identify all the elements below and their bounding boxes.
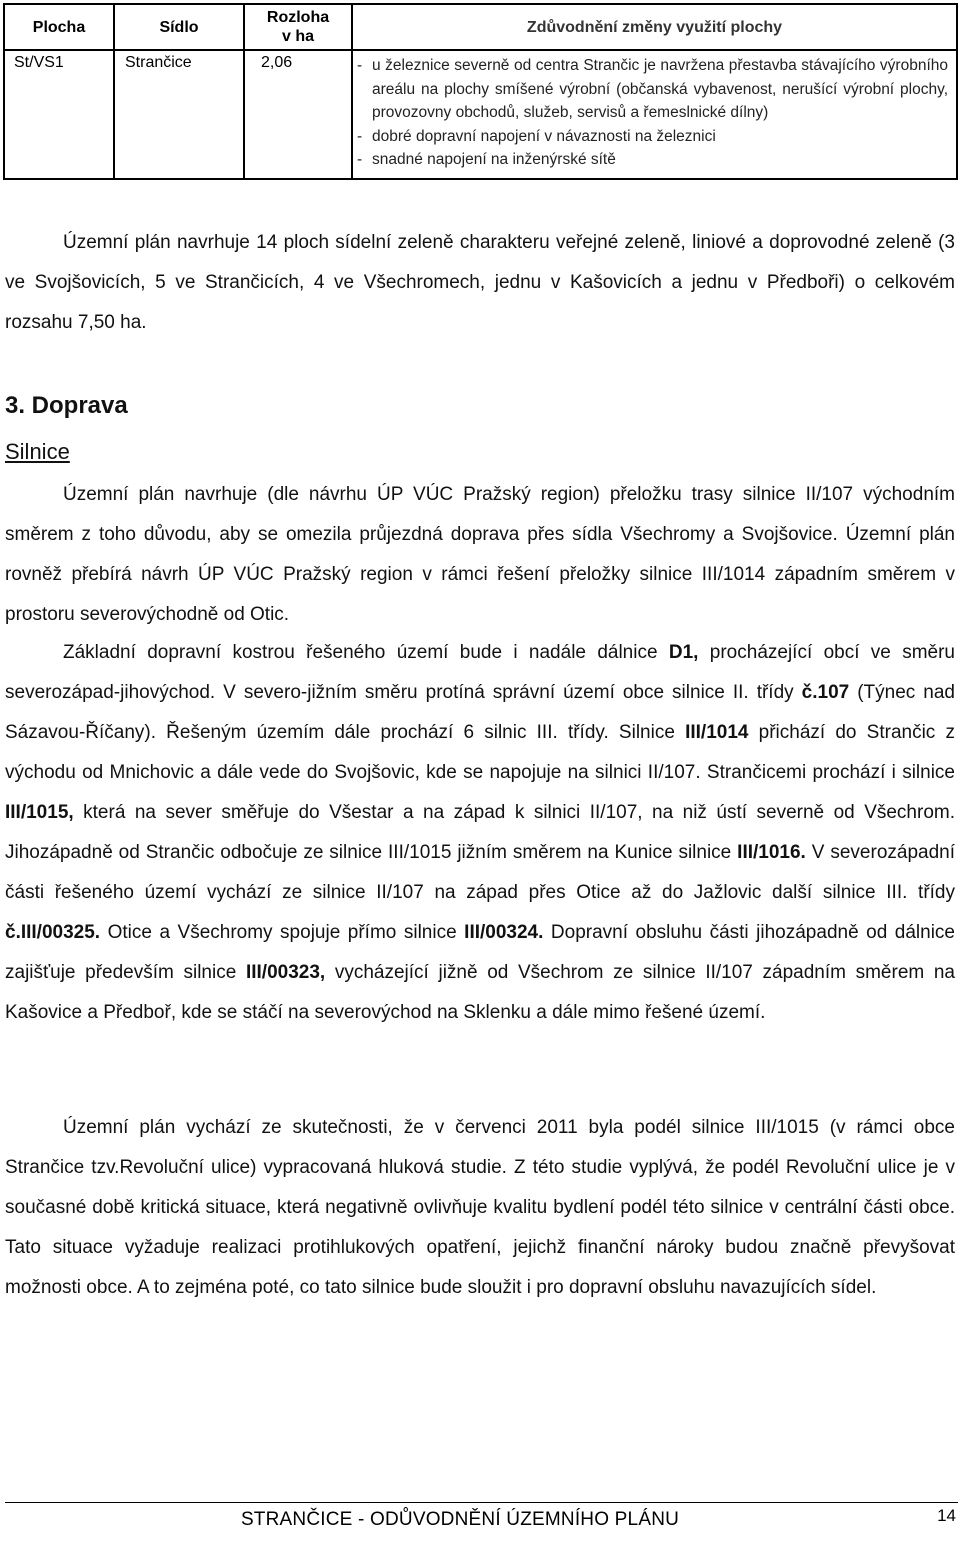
bullet-dash: - [357,151,363,168]
bullet-text: u železnice severně od centra Strančic je navržena přestavba stávajícího výrobního areálu na plochy smíšené výrobní (občanská vybavenost, nerušící výrobní plochy, provozovny obchodů, služeb, servisů a řemeslnické dílny) [372,57,948,121]
p2-b3: III/1014 [685,722,749,743]
bullet-dash: - [357,127,363,145]
col-header-reason: Zdůvodnění změny využití plochy [352,4,957,50]
footer-divider [5,1502,958,1503]
land-use-table [3,3,958,180]
p2-s8: Dopravní obsluhu části jihozápadně od dálnice zajišťuje především silnice [5,922,956,983]
p2-s5: která na sever směřuje do Všestar a na západ k silnici II/107, na niž ústí severně od Všechrom. Jihozápadně od Strančic odbočuje ze silnice III/1015 jižním směrem na Kunice silnice [5,802,955,863]
intro-paragraph [5,223,955,343]
p2-s9: vycházející jižně od Všechrom ze silnice II/107 západním směrem na Kašovice a Předboř, kde se stáčí na severovýchod na Sklenku a dále mimo řešené území. [5,962,955,1023]
p2-s3: (Týnec nad Sázavou-Říčany). Řešeným územím dále prochází 6 silnic III. třídy. Silnice [5,682,955,743]
paragraph-1 [5,475,955,635]
col-header-sidlo: Sídlo [114,4,244,50]
cell-reason [352,50,957,179]
p2-b2: č.107 [801,682,850,703]
reason-bullet [357,125,948,149]
col-header-plocha: Plocha [4,4,114,50]
col-header-rozloha-line1: Rozloha [266,9,330,26]
paragraph-3-text: Územní plán vychází ze skutečnosti, že v červenci 2011 byla podél silnice III/1015 (v rámci obce Strančice tzv.Revoluční ulice) vypracovaná hluková studie. Z této studie vyplývá, že podél Revoluční ulice je v současné době kritická situace, která negativně ovlivňuje kvalitu bydlení podél této silnice v centrální části obce. Tato situace vyžaduje realizaci protihlukových opatření, jejichž finanční nároky budou značně převyšovat možnosti obce. A to zejména poté, co tato silnice bude sloužit i pro dopravní obsluhu navazujících sídel. [5,1117,955,1298]
p2-s2: procházející obcí ve směru severozápad-jihovýchod. V severo-jižním směru protíná správní území obce silnice II. třídy [5,642,956,703]
p2-s6: V severozápadní části řešeného území vychází ze silnice II/107 na západ přes Otice až do Jažlovic další silnice III. třídy [5,842,955,903]
paragraph-3 [5,1108,955,1308]
paragraph-1-text: Územní plán navrhuje (dle návrhu ÚP VÚC Pražský region) přeložku trasy silnice II/107 východním směrem z toho důvodu, aby se omezila průjezdná doprava přes sídla Všechromy a Svojšovice. Územní plán rovněž přebírá návrh ÚP VÚC Pražský region v rámci řešení přeložky silnice III/1014 západním směrem v prostoru severovýchodně od Otic. [5,484,955,625]
reason-bullet [357,54,948,125]
bullet-text: dobré dopravní napojení v návaznosti na železnici [372,127,716,145]
footer-title: STRANČICE - ODŮVODNĚNÍ ÚZEMNÍHO PLÁNU [240,1509,680,1530]
intro-paragraph-text: Územní plán navrhuje 14 ploch sídelní zeleně charakteru veřejné zeleně, liniové a doprovodné zeleně (3 ve Svojšovicích, 5 ve Strančicích, 4 ve Všechromech, jednu v Kašovicích a jednu v Předboři) o celkovém rozsahu 7,50 ha. [5,232,955,333]
p2-s4: přichází do Strančic z východu od Mnichovic a dále vede do Svojšovic, kde se napojuje na silnici II/107. Strančicemi prochází i silnice [5,722,955,783]
subsection-heading: Silnice [5,439,70,464]
bullet-dash: - [357,57,363,74]
p2-b4: III/1015, [5,802,74,823]
p2-s7: Otice a Všechromy spojuje přímo silnice [100,922,465,943]
p2-s1: Základní dopravní kostrou řešeného území bude i nadále dálnice [63,642,669,663]
col-header-rozloha-line2: v ha [281,28,314,45]
cell-rozloha: 2,06 [244,50,352,179]
section-heading: 3. Doprava [5,392,128,419]
table-header-row [4,4,957,50]
bullet-text: snadné napojení na inženýrské sítě [372,151,616,168]
cell-sidlo: Strančice [114,50,244,179]
page-number: 14 [937,1506,956,1525]
paragraph-2 [5,633,955,1033]
cell-plocha: St/VS1 [4,50,114,179]
p2-b8: III/00323, [245,962,326,983]
reason-bullet [357,148,948,172]
p2-b7: III/00324. [464,922,544,943]
p2-b6: č.III/00325. [5,922,101,943]
col-header-rozloha [244,4,352,50]
p2-b5: III/1016. [737,842,806,863]
p2-b1: D1, [668,642,699,663]
table-row [4,50,957,179]
